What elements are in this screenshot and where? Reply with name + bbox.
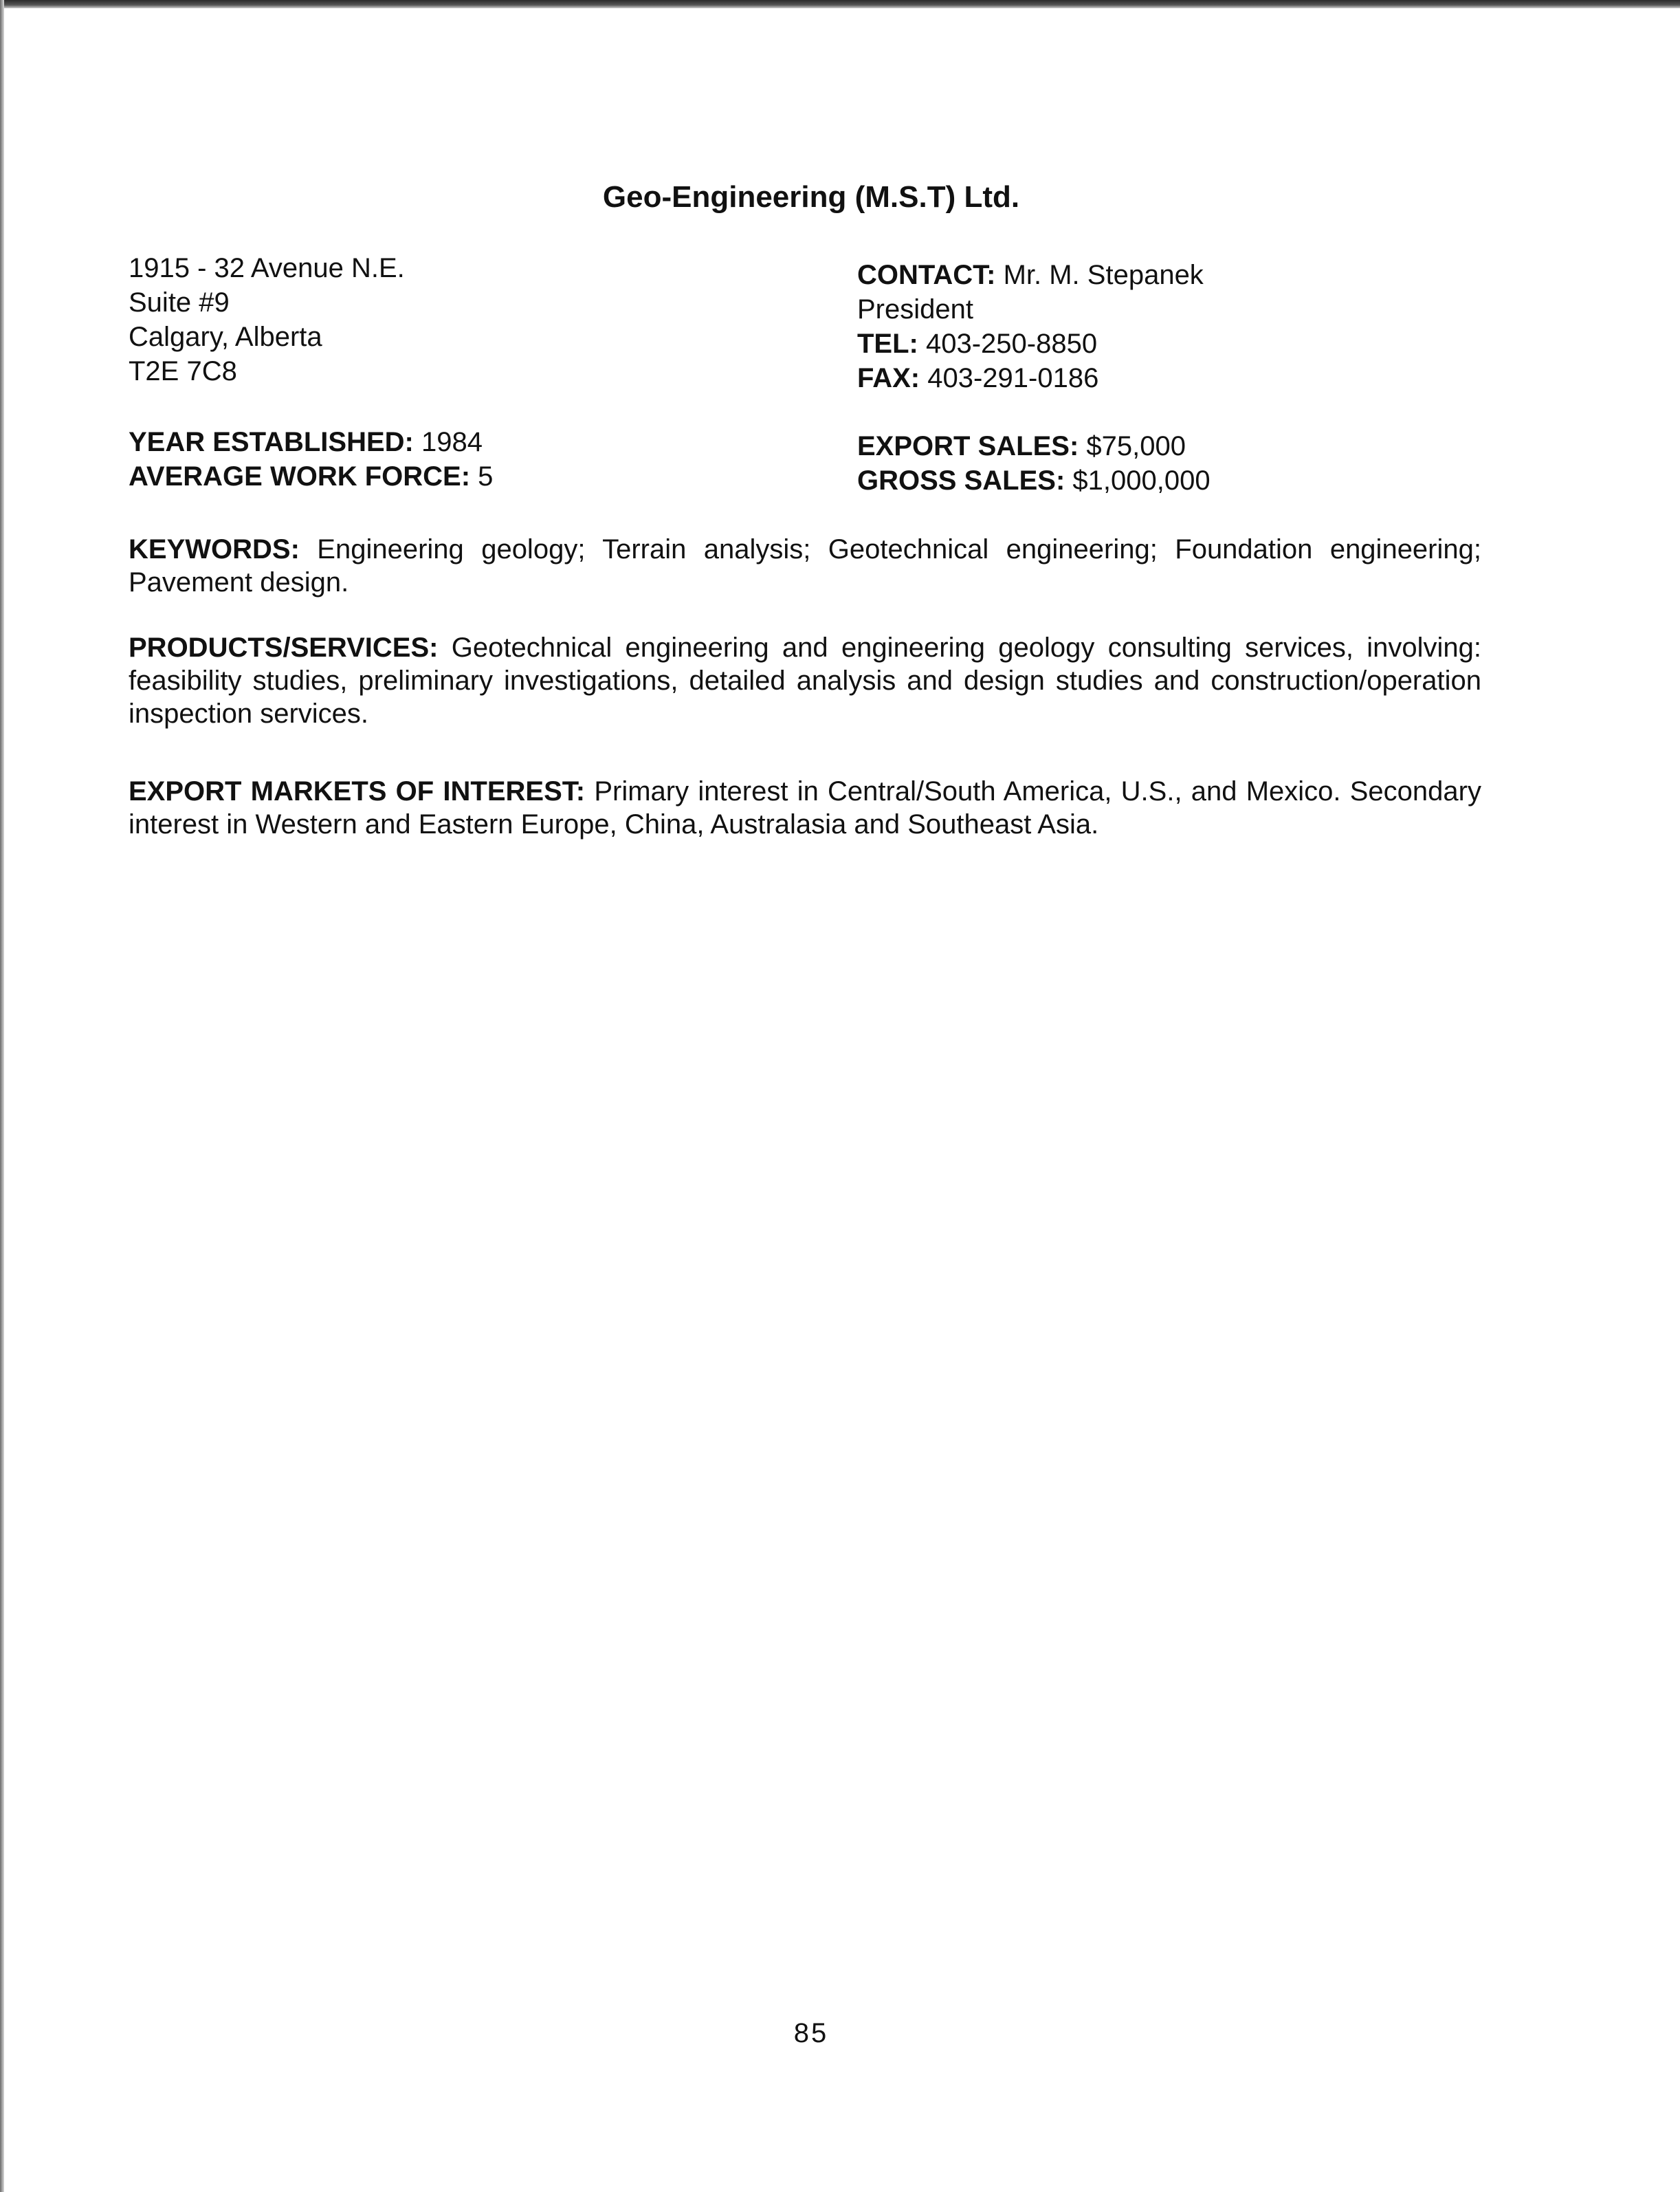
products-services-paragraph [129,631,1481,730]
fax-label: FAX: [857,363,920,393]
gross-sales-label: GROSS SALES: [857,465,1065,496]
keywords-label: KEYWORDS: [129,534,300,565]
year-established-line [129,425,493,459]
tel-line [857,327,1204,361]
page-title: Geo-Engineering (M.S.T) Ltd. [602,180,1020,214]
sales-stats-block [857,429,1211,498]
export-sales-value: $75,000 [1086,431,1186,461]
export-markets-label: EXPORT MARKETS OF INTEREST: [129,776,586,807]
address-city: Calgary, Alberta [129,322,322,352]
contact-line [857,258,1204,292]
scan-left-edge [0,0,4,2192]
work-force-value: 5 [478,461,494,492]
export-sales-label: EXPORT SALES: [857,431,1079,461]
fax-line [857,361,1204,395]
work-force-label: AVERAGE WORK FORCE: [129,461,471,492]
year-established-label: YEAR ESTABLISHED: [129,427,414,457]
gross-sales-value: $1,000,000 [1072,465,1211,496]
contact-name: Mr. M. Stepanek [1003,260,1204,290]
gross-sales-line [857,463,1211,498]
company-stats-block [129,425,493,494]
products-services-label: PRODUCTS/SERVICES: [129,633,439,663]
scan-top-edge [0,0,1680,8]
address-postal-code: T2E 7C8 [129,356,237,386]
export-markets-text: Primary interest in Central/South America, U.S., and Mexico. Secondary interest in Western and Eastern Europe, China, Australasia and Southeast Asia. [129,776,1481,840]
address-street: 1915 - 32 Avenue N.E. [129,253,405,283]
address-suite: Suite #9 [129,287,230,318]
tel-value: 403-250-8850 [926,329,1098,359]
address-block [129,251,405,388]
contact-label: CONTACT: [857,260,996,290]
keywords-text: Engineering geology; Terrain analysis; Geotechnical engineering; Foundation engineering; Pavement design. [129,534,1481,598]
tel-label: TEL: [857,329,918,359]
contact-position: President [857,294,973,325]
fax-value: 403-291-0186 [927,363,1099,393]
year-established-value: 1984 [421,427,483,457]
keywords-paragraph [129,533,1481,599]
contact-block [857,258,1204,395]
work-force-line [129,459,493,494]
export-sales-line [857,429,1211,463]
page-number: 85 [793,2018,829,2048]
products-services-text: Geotechnical engineering and engineering geology consulting services, involving: feasibility studies, preliminary investigations, detailed analysis and design studies and construction/operation inspection services. [129,633,1482,729]
export-markets-paragraph [129,775,1481,841]
